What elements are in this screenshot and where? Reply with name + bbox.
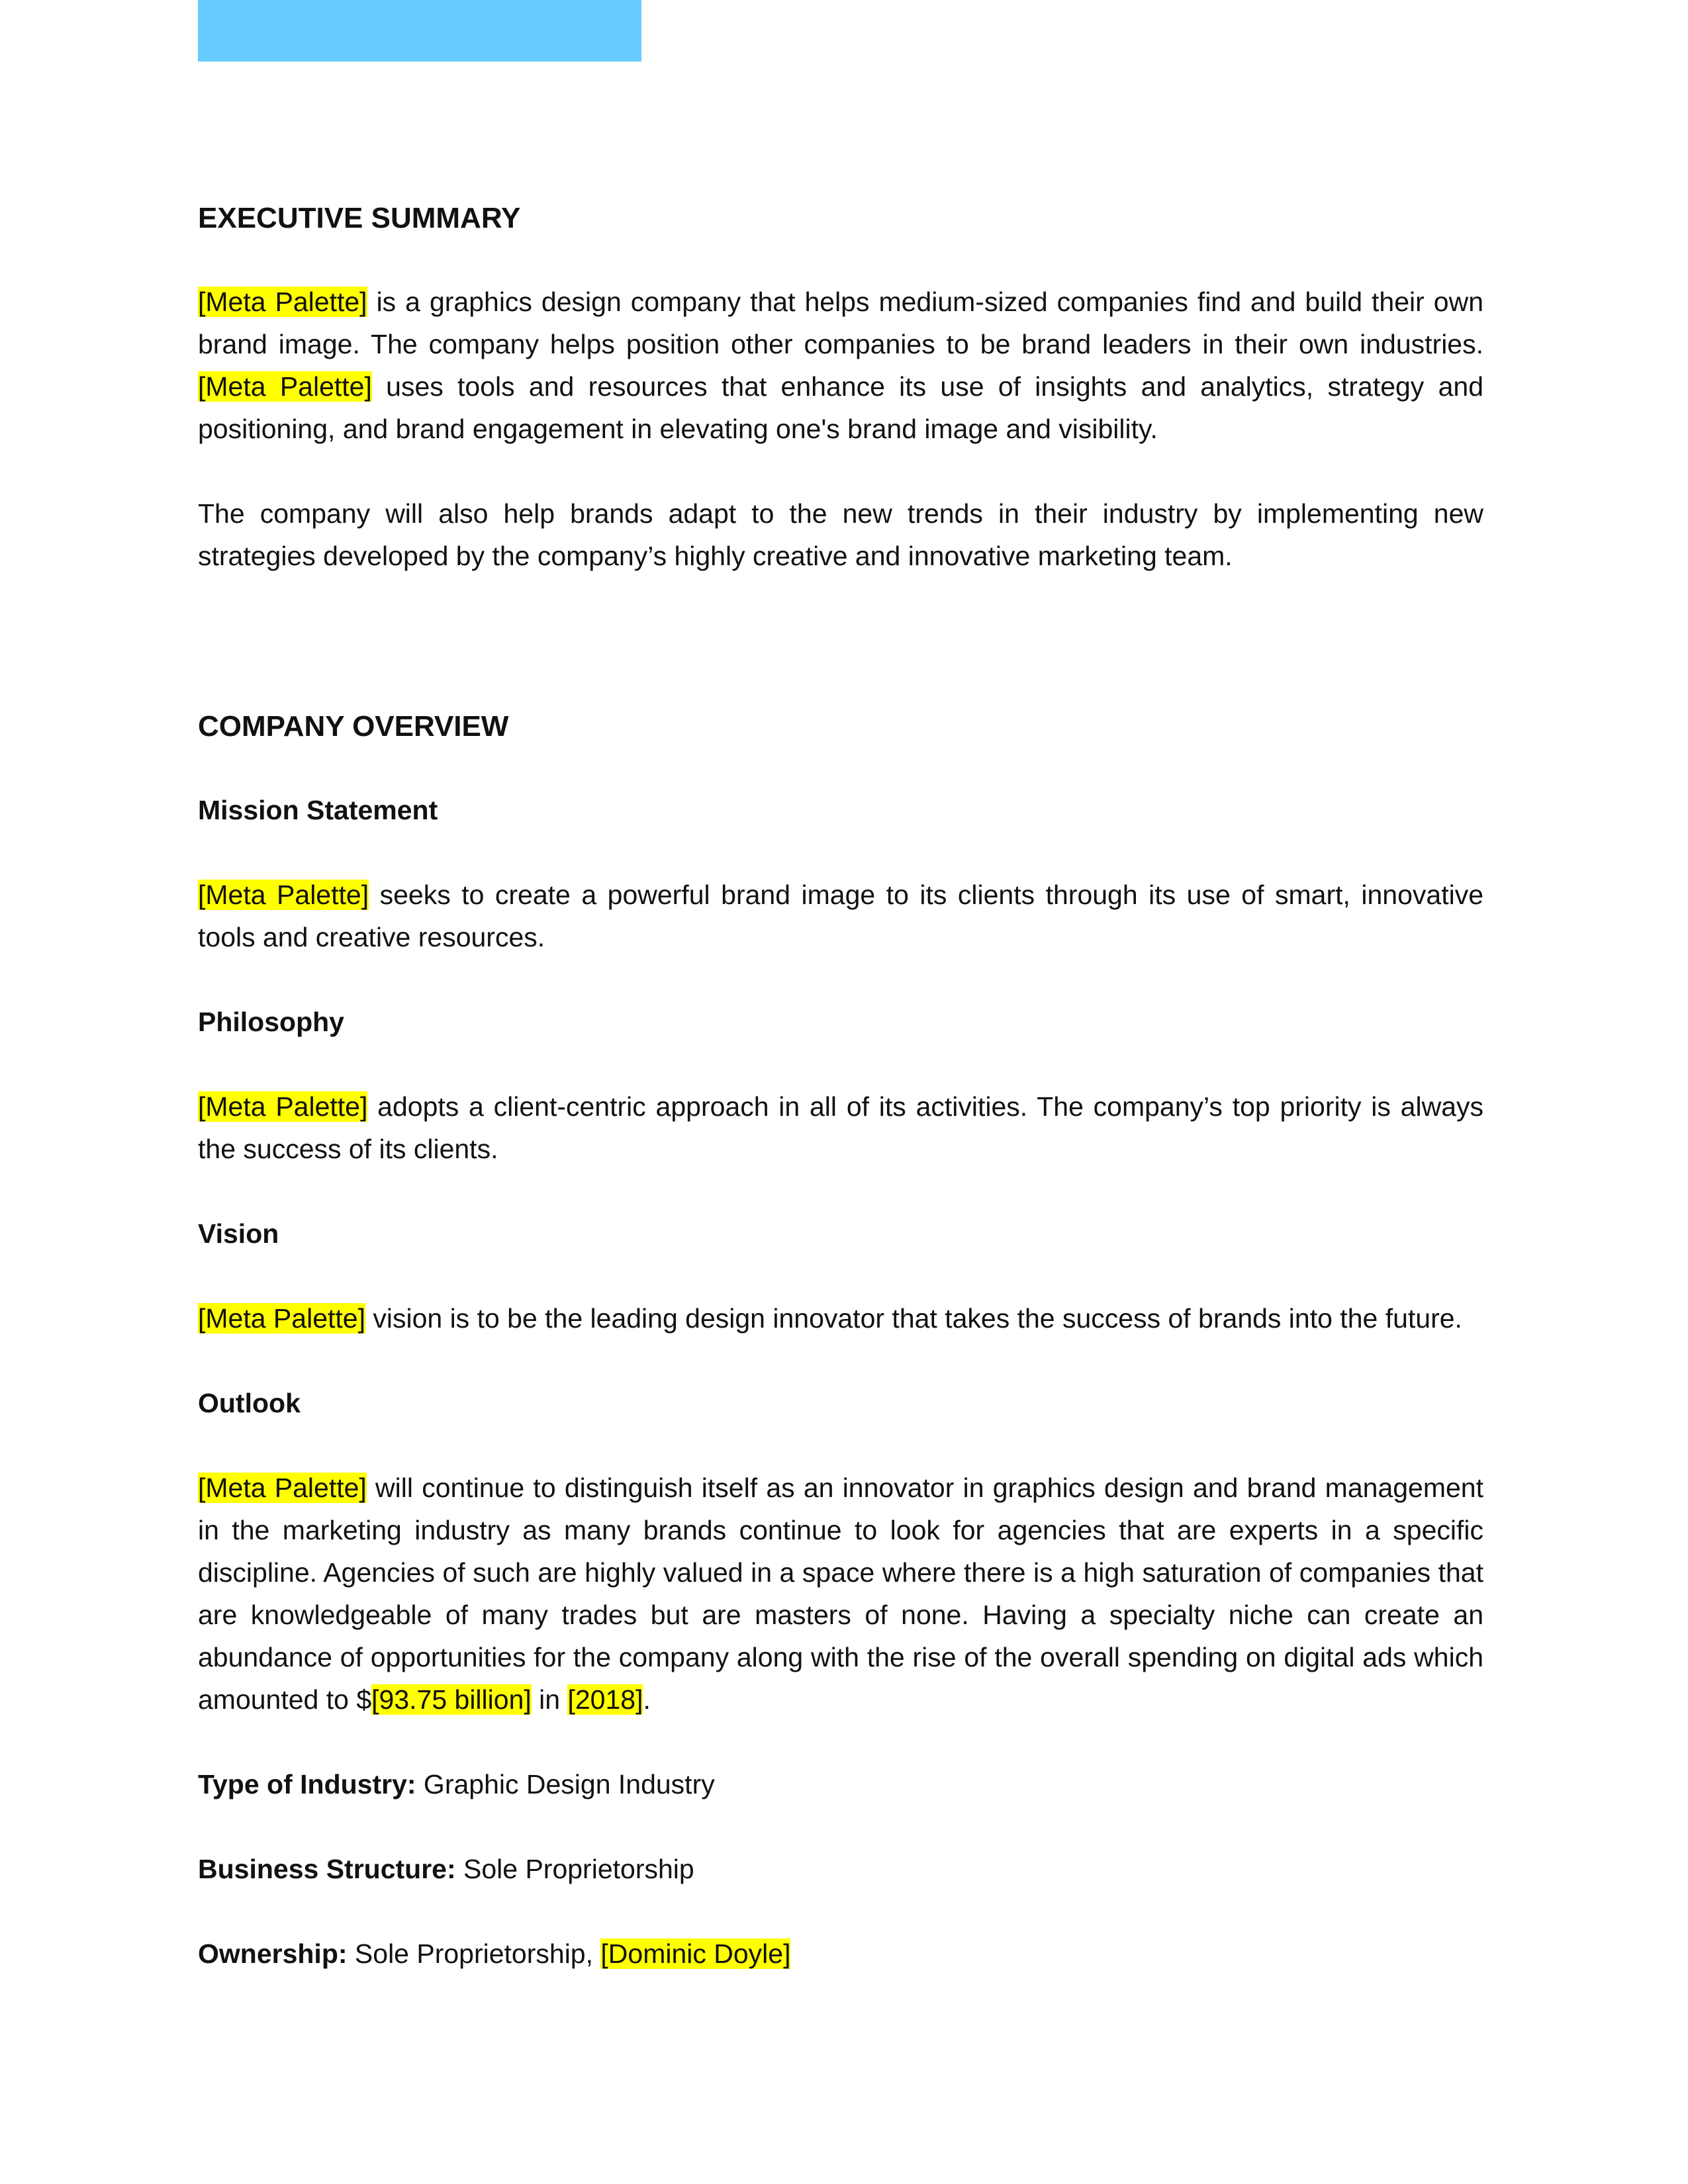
spending-amount-placeholder[interactable]: [93.75 billion]: [371, 1684, 532, 1715]
vision-paragraph: [198, 1297, 1483, 1340]
business-structure-label: Business Structure:: [198, 1854, 456, 1884]
executive-summary-heading: EXECUTIVE SUMMARY: [198, 202, 521, 234]
business-structure-line: [198, 1848, 1483, 1890]
document-body: [198, 196, 1483, 1975]
company-name-placeholder[interactable]: [Meta Palette]: [198, 1091, 368, 1122]
business-structure-value: Sole Proprietorship: [455, 1854, 694, 1884]
paragraph-text: adopts a client-centric approach in all of its activities. The company’s top priority is always the success of its clients.: [198, 1091, 1483, 1164]
ownership-label: Ownership:: [198, 1938, 348, 1969]
company-name-placeholder[interactable]: [Meta Palette]: [198, 287, 367, 317]
paragraph-text: in: [531, 1684, 568, 1715]
type-of-industry-line: [198, 1763, 1483, 1805]
header-color-bar: [198, 0, 641, 62]
company-name-placeholder[interactable]: [Meta Palette]: [198, 880, 369, 910]
executive-summary-paragraph-2: The company will also help brands adapt to the new trends in their industry by implementing new strategies developed by the company’s highly creative and innovative marketing team.: [198, 498, 1483, 571]
paragraph-text: vision is to be the leading design innovator that takes the success of brands into the future.: [365, 1303, 1462, 1334]
paragraph-text: is a graphics design company that helps medium-sized companies find and build their own brand image. The company helps position other companies to be brand leaders in their own industries.: [198, 287, 1484, 359]
type-of-industry-label: Type of Industry:: [198, 1769, 416, 1799]
philosophy-paragraph: [198, 1085, 1483, 1170]
paragraph-text: uses tools and resources that enhance its use of insights and analytics, strategy and positioning, and brand engagement in elevating one's brand image and visibility.: [198, 371, 1483, 444]
owner-name-placeholder[interactable]: [Dominic Doyle]: [600, 1938, 791, 1969]
mission-statement-heading: Mission Statement: [198, 795, 438, 825]
mission-statement-paragraph: [198, 874, 1483, 958]
company-name-placeholder[interactable]: [Meta Palette]: [198, 371, 372, 402]
ownership-line: [198, 1933, 1483, 1975]
paragraph-text: will continue to distinguish itself as an innovator in graphics design and brand management in the marketing industry as many brands continue to look for agencies that are experts in a specific discipline. Agencies of such are highly valued in a space where there is a high saturation of companies that are knowledgeable of many trades but are masters of none. Having a specialty niche can create an abundance of opportunities for the company along with the rise of the overall spending on digital ads which amounted to $: [198, 1473, 1483, 1715]
vision-heading: Vision: [198, 1218, 279, 1249]
company-name-placeholder[interactable]: [Meta Palette]: [198, 1303, 365, 1334]
paragraph-text: seeks to create a powerful brand image to its clients through its use of smart, innovative tools and creative resources.: [198, 880, 1484, 952]
philosophy-heading: Philosophy: [198, 1007, 344, 1037]
company-overview-heading: COMPANY OVERVIEW: [198, 710, 509, 743]
ownership-value: Sole Proprietorship,: [347, 1938, 601, 1969]
company-name-placeholder[interactable]: [Meta Palette]: [198, 1473, 367, 1503]
outlook-paragraph: [198, 1467, 1483, 1721]
year-placeholder[interactable]: [2018]: [567, 1684, 643, 1715]
paragraph-text: .: [643, 1684, 651, 1715]
type-of-industry-value: Graphic Design Industry: [416, 1769, 715, 1799]
outlook-heading: Outlook: [198, 1388, 301, 1418]
executive-summary-paragraph-1: [198, 281, 1483, 450]
